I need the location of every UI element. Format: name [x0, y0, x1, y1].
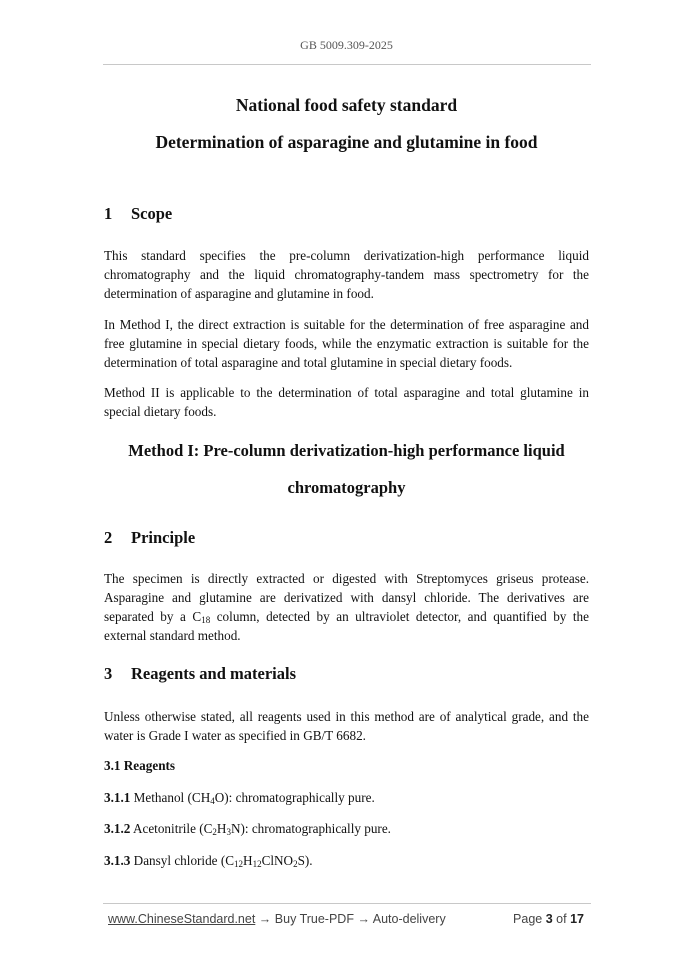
footer-divider — [103, 903, 591, 904]
document-subtitle: Determination of asparagine and glutamine in food — [155, 132, 538, 152]
auto-delivery-text: Auto-delivery — [372, 912, 446, 926]
reagent-item-acetonitrile: 3.1.2 Acetonitrile $(C_2H_3N)$: chromatographically pure. — [104, 821, 391, 837]
header-divider — [103, 64, 591, 65]
current-page-number: 3 — [545, 912, 553, 926]
method-title-line-1: Method I: Pre-column derivatization-high performance liquid — [128, 441, 565, 460]
section-number: 2 — [104, 528, 113, 547]
reagent-item-methanol: 3.1.1 Methanol $(CH_4O)$: chromatographically pure. — [104, 790, 375, 806]
section-number: 3 — [104, 664, 113, 683]
principle-paragraph: The specimen is directly extracted or digested with Streptomyces griseus protease. Asparagine and glutamine are derivatized with dansyl chloride. The derivatives are separated by a $C_{18}$ column, detected by an ultraviolet detector, and quantified by the external standard method. — [104, 571, 590, 643]
section-heading-scope — [104, 204, 172, 224]
section-title: Principle — [131, 528, 196, 547]
section-heading-principle — [104, 528, 195, 548]
subsection-heading-reagents: 3.1 Reagents — [104, 758, 176, 773]
total-page-count: 17 — [570, 912, 584, 926]
section-title: Reagents and materials — [131, 664, 296, 683]
page-indicator: Page 3 of 17 — [513, 912, 584, 926]
arrow-icon: → — [357, 912, 370, 926]
section-heading-reagents — [104, 664, 296, 684]
section-number: 1 — [104, 204, 113, 223]
scope-paragraph-3: Method II is applicable to the determination of total asparagine and total glutamine in special dietary foods. — [104, 385, 589, 419]
section-title: Scope — [131, 204, 173, 223]
running-header: GB 5009.309-2025 — [300, 38, 393, 52]
scope-paragraph-1: This standard specifies the pre-column derivatization-high performance liquid chromatography and the liquid chromatography-tandem mass spectrometry for the determination of asparagine and glutamine in food. — [104, 248, 589, 301]
reagent-item-dansyl-chloride: 3.1.3 Dansyl chloride $(C_{12}H_{12}ClNO_2S)$. — [104, 853, 313, 869]
reagents-paragraph: Unless otherwise stated, all reagents used in this method are of analytical grade, and the water is Grade I water as specified in GB/T 6682. — [104, 709, 589, 743]
site-link[interactable]: www.ChineseStandard.net — [108, 912, 256, 926]
scope-paragraph-2: In Method I, the direct extraction is suitable for the determination of free asparagine and free glutamine in special dietary foods, while the enzymatic extraction is suitable for the determination of total asparagine and total glutamine in special dietary foods. — [104, 317, 589, 370]
buy-pdf-link[interactable]: Buy True-PDF — [274, 912, 354, 926]
document-title: National food safety standard — [235, 95, 458, 115]
page-footer — [108, 912, 586, 930]
arrow-icon: → — [258, 912, 272, 926]
method-title-line-2: chromatography — [287, 478, 406, 497]
